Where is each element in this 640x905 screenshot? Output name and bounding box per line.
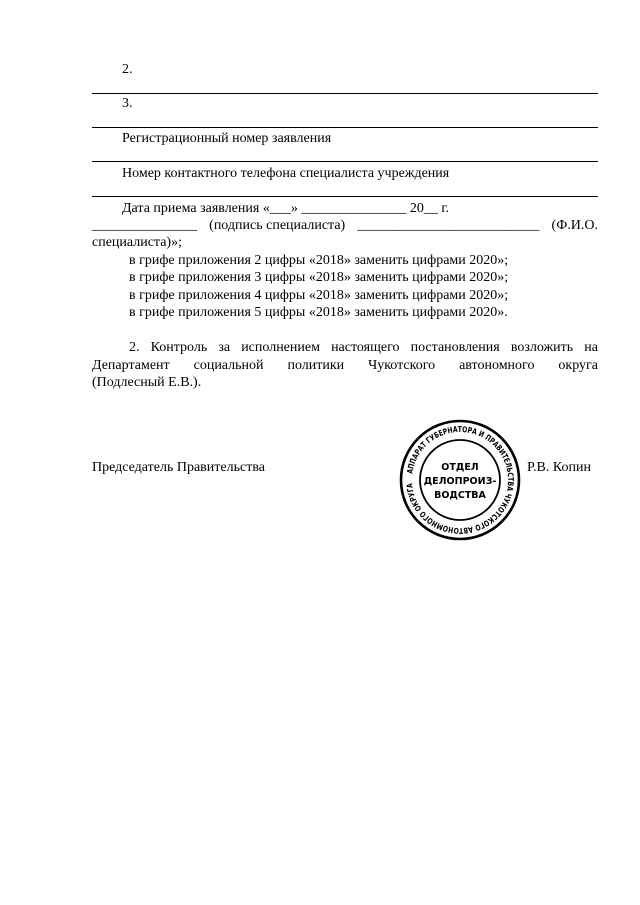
- signatory-name: Р.В. Копин: [527, 460, 591, 475]
- form-underline: [92, 196, 598, 197]
- stamp-inner-line: ДЕЛОПРОИЗ-: [423, 476, 497, 487]
- amendment-item: в грифе приложения 4 цифры «2018» заменить цифрами 2020»;: [129, 288, 509, 303]
- form-underline: [92, 93, 598, 94]
- stamp-inner-line: ВОДСТВА: [434, 490, 486, 501]
- stamp-circular-text-path: АППАРАТ ГУБЕРНАТОРА И ПРАВИТЕЛЬСТВА ЧУКОТСКОГО АВТОНОМНОГО ОКРУГА: [404, 424, 516, 536]
- paragraph-2-line-3: (Подлесный Е.В.).: [92, 375, 202, 390]
- word: политики: [287, 358, 345, 373]
- form-underline: [92, 127, 598, 128]
- word: возложить: [510, 340, 574, 355]
- signature-blank: _______________: [92, 218, 197, 233]
- specialist-caption: специалиста)»;: [92, 235, 182, 250]
- word: 2.: [129, 340, 140, 355]
- word: автономного: [459, 358, 535, 373]
- word: Контроль: [150, 340, 208, 355]
- phone-number-label: Номер контактного телефона специалиста учреждения: [122, 166, 450, 181]
- word: исполнением: [241, 340, 320, 355]
- form-underline: [92, 161, 598, 162]
- registration-number-label: Регистрационный номер заявления: [122, 131, 332, 146]
- fio-blank: __________________________: [357, 218, 540, 233]
- official-stamp: [398, 418, 522, 542]
- word: социальной: [193, 358, 264, 373]
- word: Департамент: [92, 358, 170, 373]
- paragraph-2-line-1: [129, 340, 598, 356]
- paragraph-2-line-2: [92, 358, 598, 374]
- form-row-label: 3.: [122, 96, 133, 111]
- specialist-signature-line: [92, 218, 598, 234]
- word: округа: [558, 358, 598, 373]
- word: постановления: [410, 340, 500, 355]
- application-date-line: Дата приема заявления «___» _______________ 20__ г.: [122, 201, 449, 216]
- word: на: [584, 340, 598, 355]
- amendment-item: в грифе приложения 2 цифры «2018» заменить цифрами 2020»;: [129, 253, 509, 268]
- word: Чукотского: [368, 358, 436, 373]
- signatory-title: Председатель Правительства: [92, 460, 265, 475]
- amendment-item: в грифе приложения 3 цифры «2018» заменить цифрами 2020»;: [129, 270, 509, 285]
- word: за: [218, 340, 231, 355]
- signature-caption: (подпись специалиста): [209, 218, 346, 233]
- amendment-item: в грифе приложения 5 цифры «2018» заменить цифрами 2020».: [129, 305, 508, 320]
- word: настоящего: [331, 340, 400, 355]
- stamp-inner-line: ОТДЕЛ: [441, 462, 479, 473]
- form-row-label: 2.: [122, 62, 133, 77]
- fio-caption: (Ф.И.О.: [551, 218, 598, 233]
